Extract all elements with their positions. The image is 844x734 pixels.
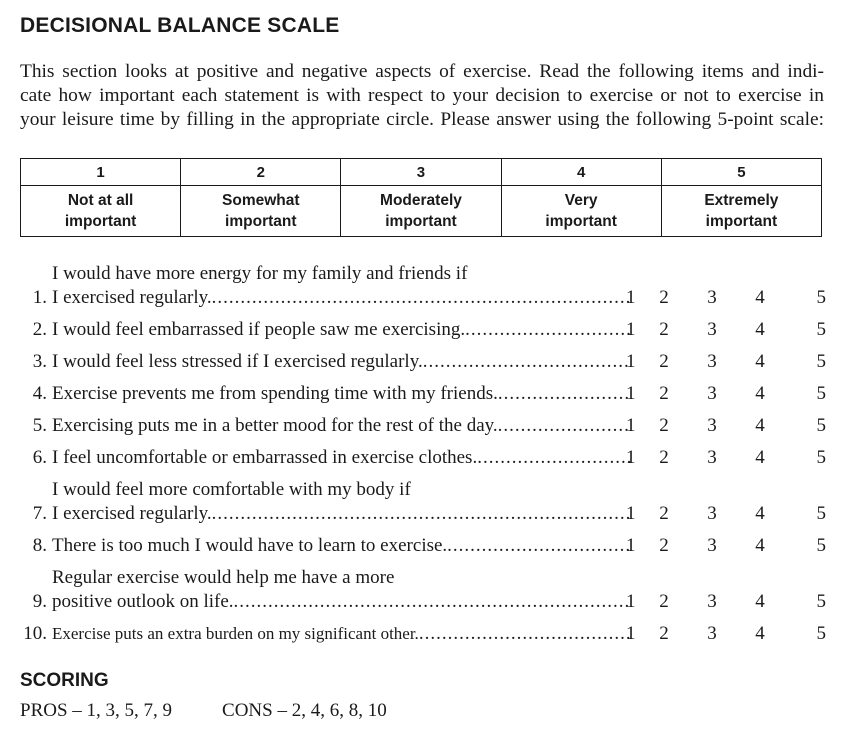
scale-number-row [21, 159, 822, 186]
response-option[interactable]: 2 [659, 591, 669, 612]
item-text-line: I would feel embarrassed if people saw me exercising. [52, 319, 466, 340]
response-option[interactable]: 5 [816, 447, 826, 468]
questionnaire-item [20, 382, 826, 414]
intro-paragraph [20, 60, 824, 132]
dot-leader [212, 286, 631, 310]
scale-number: 4 [501, 159, 661, 186]
item-number: 6. [32, 447, 47, 468]
response-option[interactable]: 4 [755, 351, 765, 372]
response-option[interactable]: 3 [707, 503, 717, 524]
scale-label-line: important [545, 213, 617, 230]
dot-leader [423, 350, 631, 374]
item-statement [20, 318, 626, 342]
questionnaire-item [20, 534, 826, 566]
scale-label-line: important [225, 213, 297, 230]
response-option[interactable]: 1 [626, 319, 636, 340]
dot-leader [498, 382, 631, 406]
intro-line: your leisure time by filling in the appropriate circle. Please answer using the following 5-point scale: [20, 109, 824, 130]
scale-label [181, 186, 341, 237]
response-option[interactable]: 4 [755, 415, 765, 436]
response-option[interactable]: 5 [816, 351, 826, 372]
item-number: 5. [32, 415, 47, 436]
response-option[interactable]: 2 [659, 535, 669, 556]
response-option[interactable]: 4 [755, 383, 765, 404]
item-text [52, 622, 631, 646]
item-statement [20, 446, 626, 470]
scale-number: 3 [341, 159, 501, 186]
item-statement [20, 262, 626, 310]
cons-key: CONS – 2, 4, 6, 8, 10 [222, 700, 387, 721]
response-option[interactable]: 2 [659, 415, 669, 436]
item-text [52, 446, 631, 470]
item-text [52, 382, 631, 406]
response-option[interactable]: 4 [755, 591, 765, 612]
scale-label-line: Extremely [704, 192, 779, 209]
response-option[interactable]: 3 [707, 623, 717, 644]
dot-leader [477, 446, 631, 470]
response-option[interactable]: 5 [816, 319, 826, 340]
response-option[interactable]: 1 [626, 415, 636, 436]
scoring-key [20, 700, 387, 722]
item-text-line: I would feel more comfortable with my body if [52, 479, 411, 500]
questionnaire-item [20, 622, 826, 654]
questionnaire-item [20, 446, 826, 478]
item-number: 10. [23, 623, 47, 644]
response-option[interactable]: 4 [755, 535, 765, 556]
scale-label [341, 186, 501, 237]
item-statement [20, 622, 626, 646]
response-option[interactable]: 1 [626, 503, 636, 524]
response-option[interactable]: 1 [626, 287, 636, 308]
item-number: 9. [32, 591, 47, 612]
scale-number: 5 [661, 159, 821, 186]
response-option[interactable]: 2 [659, 503, 669, 524]
questionnaire-item [20, 414, 826, 446]
item-text [52, 478, 631, 526]
item-number: 4. [32, 383, 47, 404]
response-option[interactable]: 2 [659, 447, 669, 468]
questionnaire-item [20, 478, 826, 534]
item-text-line: I exercised regularly. [52, 503, 212, 524]
item-number: 7. [32, 503, 47, 524]
response-options [626, 502, 826, 526]
scale-label-line: important [64, 213, 137, 230]
response-option[interactable]: 4 [755, 287, 765, 308]
response-option[interactable]: 5 [816, 623, 826, 644]
response-option[interactable]: 4 [755, 503, 765, 524]
item-text-line: I would feel less stressed if I exercised regularly. [52, 351, 423, 372]
response-option[interactable]: 4 [755, 319, 765, 340]
item-text-line: I would have more energy for my family and friends if [52, 263, 468, 284]
item-statement [20, 478, 626, 526]
response-options [626, 622, 826, 646]
response-option[interactable]: 2 [659, 287, 669, 308]
response-option[interactable]: 5 [816, 287, 826, 308]
item-text-line: Regular exercise would help me have a more [52, 567, 395, 588]
response-option[interactable]: 3 [707, 415, 717, 436]
questionnaire-item [20, 318, 826, 350]
item-text-line: Exercise puts an extra burden on my significant other. [52, 624, 419, 643]
dot-leader [419, 622, 631, 646]
response-option[interactable]: 2 [659, 351, 669, 372]
item-text [52, 566, 631, 614]
scale-number: 1 [21, 159, 181, 186]
response-option[interactable]: 1 [626, 591, 636, 612]
page-title: DECISIONAL BALANCE SCALE [20, 14, 340, 37]
response-option[interactable]: 1 [626, 623, 636, 644]
response-option[interactable]: 1 [626, 383, 636, 404]
response-options [626, 534, 826, 558]
item-statement [20, 350, 626, 374]
scale-label-line: Not at all [67, 192, 134, 209]
item-statement [20, 534, 626, 558]
item-statement [20, 414, 626, 438]
response-option[interactable]: 2 [659, 319, 669, 340]
response-option[interactable]: 1 [626, 535, 636, 556]
scale-label [501, 186, 661, 237]
pros-key: PROS – 1, 3, 5, 7, 9 [20, 700, 173, 721]
scale-label-line: Somewhat [222, 192, 300, 209]
dot-leader [465, 318, 631, 342]
scoring-heading: SCORING [20, 670, 109, 691]
response-option[interactable]: 2 [659, 623, 669, 644]
item-text-line: I exercised regularly. [52, 287, 212, 308]
item-text [52, 262, 631, 310]
questionnaire-items [20, 262, 826, 654]
scale-label-row [21, 186, 822, 237]
scale-label-line: Very [564, 192, 598, 209]
response-options [626, 382, 826, 406]
response-options [626, 350, 826, 374]
dot-leader [212, 502, 631, 526]
item-text [52, 414, 631, 438]
item-statement [20, 382, 626, 406]
item-text-line: There is too much I would have to learn to exercise. [52, 535, 448, 556]
questionnaire-item [20, 262, 826, 318]
response-option[interactable]: 3 [707, 591, 717, 612]
intro-line: This section looks at positive and negative aspects of exercise. Read the following items and indi- [20, 61, 824, 82]
response-options [626, 446, 826, 470]
scale-label-line: important [385, 213, 457, 230]
item-text [52, 318, 631, 342]
response-option[interactable]: 1 [626, 351, 636, 372]
scale-number: 2 [181, 159, 341, 186]
scale-label-line: important [705, 213, 778, 230]
rating-scale-table [20, 158, 822, 237]
item-text-line: Exercise prevents me from spending time with my friends. [52, 383, 498, 404]
item-number: 2. [32, 319, 47, 340]
response-option[interactable]: 4 [755, 447, 765, 468]
dot-leader [498, 414, 631, 438]
response-options [626, 414, 826, 438]
response-option[interactable]: 3 [707, 383, 717, 404]
response-options [626, 318, 826, 342]
item-text-line: I feel uncomfortable or embarrassed in exercise clothes. [52, 447, 478, 468]
response-option[interactable]: 5 [816, 415, 826, 436]
response-option[interactable]: 3 [707, 535, 717, 556]
dot-leader [234, 590, 631, 614]
item-number: 1. [32, 287, 47, 308]
response-option[interactable]: 5 [816, 591, 826, 612]
response-option[interactable]: 3 [707, 287, 717, 308]
item-number: 3. [32, 351, 47, 372]
response-option[interactable]: 3 [707, 447, 717, 468]
response-options [626, 590, 826, 614]
response-option[interactable]: 5 [816, 503, 826, 524]
item-text [52, 534, 631, 558]
item-number: 8. [32, 535, 47, 556]
response-option[interactable]: 3 [707, 319, 717, 340]
scale-label [21, 186, 181, 237]
questionnaire-item [20, 350, 826, 382]
response-option[interactable]: 3 [707, 351, 717, 372]
response-option[interactable]: 5 [816, 535, 826, 556]
item-text [52, 350, 631, 374]
response-option[interactable]: 4 [755, 623, 765, 644]
dot-leader [447, 534, 631, 558]
response-option[interactable]: 2 [659, 383, 669, 404]
item-text-line: Exercising puts me in a better mood for the rest of the day. [52, 415, 498, 436]
response-option[interactable]: 5 [816, 383, 826, 404]
intro-line: cate how important each statement is with respect to your decision to exercise or not to exercise in [20, 85, 824, 106]
item-statement [20, 566, 626, 614]
response-option[interactable]: 1 [626, 447, 636, 468]
scale-label-line: Moderately [380, 192, 462, 209]
questionnaire-item [20, 566, 826, 622]
scale-label [661, 186, 821, 237]
response-options [626, 286, 826, 310]
item-text-line: positive outlook on life. [52, 591, 234, 612]
